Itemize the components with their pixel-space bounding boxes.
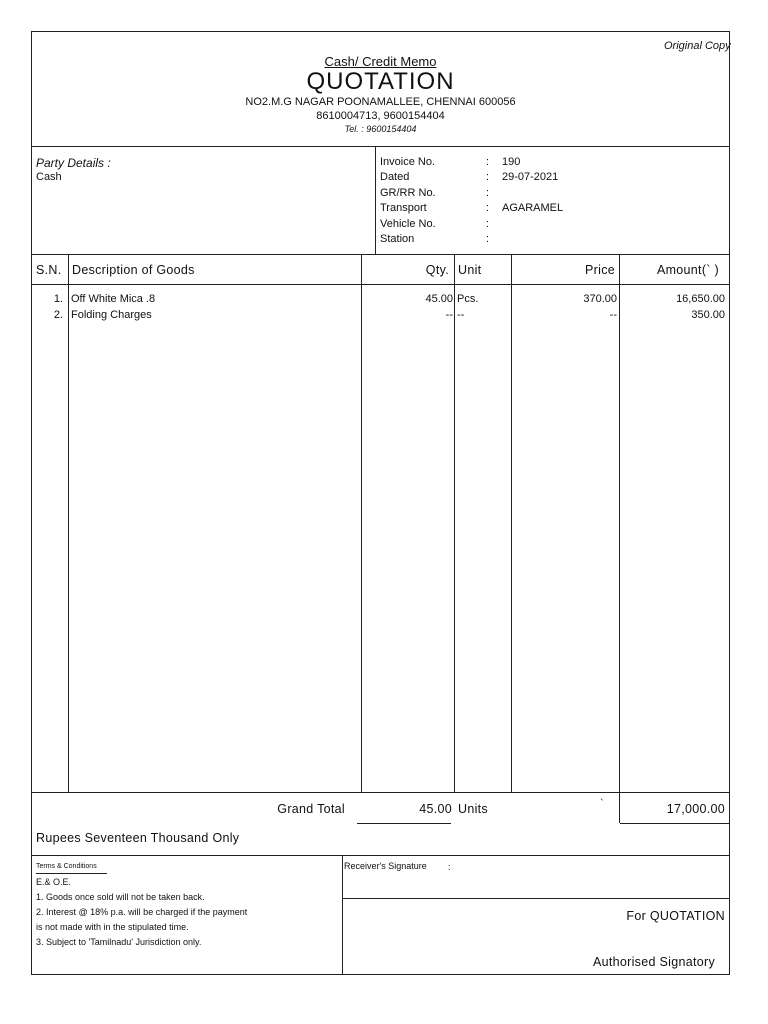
row-unit: -- xyxy=(457,309,465,321)
row-sn: 2. xyxy=(53,309,63,321)
vehicle-label: Vehicle No. xyxy=(380,218,436,230)
row-qty: -- xyxy=(445,309,453,321)
row-description: Off White Mica .8 xyxy=(71,293,156,305)
company-phones: 8610004713, 9600154404 xyxy=(316,110,445,122)
header-divider xyxy=(31,146,730,147)
copy-label: Original Copy xyxy=(664,40,731,52)
col-divider-qty xyxy=(454,254,455,792)
col-divider-desc xyxy=(361,254,362,792)
party-invoice-divider xyxy=(375,146,376,254)
grand-total-units: Units xyxy=(458,802,488,816)
receiver-signature-label: Receiver's Signature xyxy=(344,861,427,871)
transport-value: AGARAMEL xyxy=(502,202,564,214)
row-unit: Pcs. xyxy=(457,293,479,305)
items-end-divider xyxy=(31,792,730,793)
row-price: -- xyxy=(609,309,617,321)
qty-underline xyxy=(357,823,451,824)
field-colon: : xyxy=(486,156,490,168)
words-divider xyxy=(31,855,730,856)
signature-divider xyxy=(342,898,730,899)
grand-total-label: Grand Total xyxy=(277,802,345,816)
col-header-price: Price xyxy=(585,263,615,277)
col-header-amount: Amount(` ) xyxy=(656,263,719,277)
invoice-no-label: Invoice No. xyxy=(380,156,436,168)
field-colon: : xyxy=(486,218,490,230)
terms-line: 3. Subject to 'Tamilnadu' Jurisdiction only. xyxy=(36,937,202,947)
authorised-signatory: Authorised Signatory xyxy=(592,955,715,969)
currency-symbol: ` xyxy=(600,798,604,810)
eoe-note: E.& O.E. xyxy=(36,877,72,887)
terms-line: 1. Goods once sold will not be taken back. xyxy=(36,892,205,902)
grand-total-amount: 17,000.00 xyxy=(666,802,725,816)
field-colon: : xyxy=(486,187,490,199)
col-divider-sn xyxy=(68,254,69,792)
field-colon: : xyxy=(486,233,490,245)
field-colon: : xyxy=(486,171,490,183)
document-title: QUOTATION xyxy=(306,68,455,95)
row-qty: 45.00 xyxy=(425,293,453,305)
col-header-qty: Qty. xyxy=(425,263,449,277)
grand-total-qty: 45.00 xyxy=(419,802,452,816)
col-divider-price xyxy=(619,254,620,823)
for-company-label: For QUOTATION xyxy=(626,909,725,923)
party-divider xyxy=(31,254,730,255)
dated-label: Dated xyxy=(380,171,410,183)
col-divider-unit xyxy=(511,254,512,792)
station-label: Station xyxy=(380,233,415,245)
amount-underline xyxy=(620,823,730,824)
dated-value: 29-07-2021 xyxy=(502,171,559,183)
table-header-divider xyxy=(31,284,730,285)
col-header-unit: Unit xyxy=(458,263,482,277)
amount-in-words: Rupees Seventeen Thousand Only xyxy=(36,831,240,845)
terms-signature-divider xyxy=(342,855,343,975)
col-header-sn: S.N. xyxy=(36,263,62,277)
row-amount: 350.00 xyxy=(691,309,725,321)
row-sn: 1. xyxy=(53,293,63,305)
invoice-no-value: 190 xyxy=(502,156,521,168)
field-colon: : xyxy=(486,202,490,214)
party-name: Cash xyxy=(36,171,62,183)
row-price: 370.00 xyxy=(583,293,617,305)
terms-heading-underline xyxy=(36,873,107,874)
memo-label: Cash/ Credit Memo xyxy=(324,54,437,69)
party-details-label: Party Details : xyxy=(36,156,111,170)
row-amount: 16,650.00 xyxy=(676,293,725,305)
row-description: Folding Charges xyxy=(71,309,152,321)
gr-rr-label: GR/RR No. xyxy=(380,187,436,199)
transport-label: Transport xyxy=(380,202,427,214)
receiver-signature-colon: : xyxy=(448,862,451,872)
col-header-description: Description of Goods xyxy=(72,263,195,277)
company-address: NO2.M.G NAGAR POONAMALLEE, CHENNAI 600056 xyxy=(245,96,516,108)
terms-line: 2. Interest @ 18% p.a. will be charged if the payment xyxy=(36,907,248,917)
terms-heading: Terms & Conditions xyxy=(36,863,97,870)
company-tel: Tel. : 9600154404 xyxy=(344,124,417,134)
terms-line: is not made with in the stipulated time. xyxy=(36,922,189,932)
